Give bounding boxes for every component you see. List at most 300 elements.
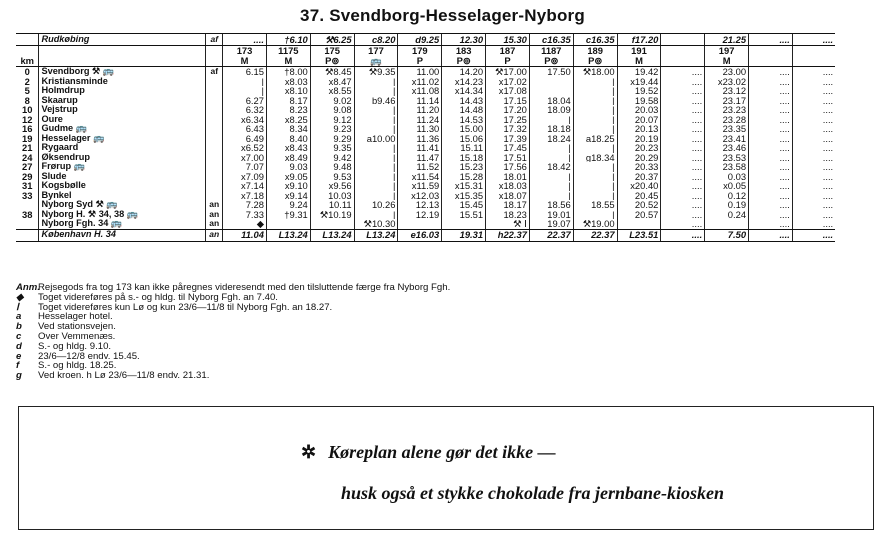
time-cell: .... bbox=[749, 162, 793, 172]
time-cell: 20.45 bbox=[617, 191, 661, 201]
time-cell: 🚌 bbox=[354, 56, 398, 67]
note-key: ◆ bbox=[16, 291, 24, 303]
time-cell: 22.37 bbox=[573, 229, 617, 241]
time-cell: 179 bbox=[398, 46, 442, 57]
km-cell: 27 bbox=[22, 162, 33, 172]
arr-dep-mark bbox=[206, 124, 223, 134]
time-cell: .... bbox=[792, 162, 835, 172]
time-cell: .... bbox=[792, 124, 835, 134]
table-row bbox=[16, 115, 878, 125]
km-cell: 5 bbox=[24, 86, 30, 96]
km-cell: 0 bbox=[24, 66, 30, 77]
time-cell: 11.52 bbox=[398, 162, 442, 172]
time-cell: 17.50 bbox=[529, 67, 573, 77]
note-item bbox=[16, 342, 876, 352]
time-cell: | bbox=[354, 115, 398, 125]
time-cell: L13.24 bbox=[266, 229, 310, 241]
time-cell: 15.45 bbox=[442, 200, 486, 210]
station-name: København H. 34 bbox=[39, 229, 206, 241]
time-cell: 9.29 bbox=[310, 134, 354, 144]
time-cell: .... bbox=[792, 67, 835, 77]
time-cell: e16.03 bbox=[398, 229, 442, 241]
arr-dep-mark bbox=[206, 86, 223, 96]
km-cell: km bbox=[16, 56, 39, 67]
time-cell: 8.34 bbox=[266, 124, 310, 134]
time-cell: 11.30 bbox=[398, 124, 442, 134]
time-cell: 20.29 bbox=[617, 153, 661, 163]
table-row bbox=[16, 181, 878, 191]
time-cell: .... bbox=[749, 153, 793, 163]
time-cell: x19.44 bbox=[617, 77, 661, 87]
station-name: Hesselager 🚌 bbox=[39, 134, 206, 144]
arr-dep-mark bbox=[206, 105, 223, 115]
time-cell: | bbox=[529, 115, 573, 125]
time-cell: P⊚ bbox=[573, 56, 617, 67]
note-text: S.- og hldg. 18.25. bbox=[38, 360, 117, 372]
time-cell: | bbox=[354, 124, 398, 134]
arr-dep-mark bbox=[206, 153, 223, 163]
time-cell: 1187 bbox=[529, 46, 573, 57]
time-cell: | bbox=[354, 77, 398, 87]
station-name: Nyborg Syd ⚒ 🚌 bbox=[39, 200, 206, 210]
note-key: e bbox=[16, 350, 22, 362]
time-cell: a18.25 bbox=[573, 134, 617, 144]
time-cell: 9.35 bbox=[310, 143, 354, 153]
time-cell: 23.17 bbox=[705, 96, 749, 106]
time-cell: x9.10 bbox=[266, 181, 310, 191]
station-name bbox=[39, 56, 206, 67]
note-text: S.- og hldg. 9.10. bbox=[38, 340, 112, 352]
time-cell: x12.03 bbox=[398, 191, 442, 201]
time-cell: x9.05 bbox=[266, 172, 310, 182]
time-cell: 9.24 bbox=[266, 200, 310, 210]
km-cell: 8 bbox=[24, 95, 30, 105]
time-cell: b9.46 bbox=[354, 96, 398, 106]
time-cell: | bbox=[354, 172, 398, 182]
time-cell: .... bbox=[661, 153, 705, 163]
station-name: Nyborg H. ⚒ 34, 38 🚌 bbox=[39, 210, 206, 220]
time-cell: .... bbox=[749, 67, 793, 77]
time-cell: .... bbox=[749, 105, 793, 115]
note-key: a bbox=[16, 311, 22, 323]
time-cell bbox=[705, 219, 749, 229]
time-cell: x6.52 bbox=[223, 143, 267, 153]
time-cell: x9.14 bbox=[266, 191, 310, 201]
time-cell: 187 bbox=[486, 46, 530, 57]
station-name: Kristiansminde bbox=[39, 77, 206, 87]
table-row bbox=[16, 77, 878, 87]
station-name: Rudkøbing bbox=[39, 34, 206, 46]
time-cell: 0.12 bbox=[705, 191, 749, 201]
time-cell: .... bbox=[792, 134, 835, 144]
time-cell: M bbox=[617, 56, 661, 67]
time-cell: 20.23 bbox=[617, 143, 661, 153]
note-key: f bbox=[16, 360, 20, 372]
time-cell: | bbox=[573, 77, 617, 87]
time-cell: .... bbox=[661, 77, 705, 87]
time-cell: 20.13 bbox=[617, 124, 661, 134]
station-name: Skaarup bbox=[39, 96, 206, 106]
note-key: d bbox=[16, 340, 22, 352]
time-cell: .... bbox=[661, 96, 705, 106]
time-cell: 11.41 bbox=[398, 143, 442, 153]
arr-dep-mark bbox=[206, 96, 223, 106]
arr-dep-mark: an bbox=[206, 210, 223, 220]
note-text: Hesselager hotel. bbox=[38, 311, 113, 323]
time-cell: | bbox=[573, 86, 617, 96]
time-cell: .... bbox=[749, 77, 793, 87]
time-cell: 23.00 bbox=[705, 67, 749, 77]
time-cell bbox=[398, 219, 442, 229]
station-name: Rygaard bbox=[39, 143, 206, 153]
time-cell: x7.18 bbox=[223, 191, 267, 201]
time-cell: 9.53 bbox=[310, 172, 354, 182]
note-text: Ved kroen. h Lø 23/6—11/8 endv. 21.31. bbox=[38, 370, 210, 382]
time-cell: 23.28 bbox=[705, 115, 749, 125]
note-text: Toget videreføres kun Lø og kun 23/6—11/8 til Nyborg Fgh. an 18.27. bbox=[38, 301, 333, 313]
station-name bbox=[39, 46, 206, 57]
time-cell: 189 bbox=[573, 46, 617, 57]
time-cell: 15.51 bbox=[442, 210, 486, 220]
time-cell: 23.46 bbox=[705, 143, 749, 153]
note-item bbox=[16, 312, 876, 322]
time-cell: 9.42 bbox=[310, 153, 354, 163]
time-cell: P⊚ bbox=[529, 56, 573, 67]
arr-dep-mark: an bbox=[206, 219, 223, 229]
time-cell: ⚒18.00 bbox=[573, 67, 617, 77]
time-cell: 18.55 bbox=[573, 200, 617, 210]
time-cell: 8.40 bbox=[266, 134, 310, 144]
time-cell: 18.17 bbox=[486, 200, 530, 210]
time-cell: | bbox=[223, 86, 267, 96]
time-cell: 23.23 bbox=[705, 105, 749, 115]
time-cell: d9.25 bbox=[398, 34, 442, 46]
time-cell: ⚒10.30 bbox=[354, 219, 398, 229]
table-row bbox=[16, 210, 878, 220]
time-cell: 6.49 bbox=[223, 134, 267, 144]
time-cell: .... bbox=[661, 200, 705, 210]
km-cell bbox=[16, 46, 39, 57]
time-cell: .... bbox=[661, 143, 705, 153]
station-name: Vejstrup bbox=[39, 105, 206, 115]
note-key: b bbox=[16, 321, 22, 333]
arr-dep-mark bbox=[206, 77, 223, 87]
km-cell: 24 bbox=[22, 152, 33, 162]
time-cell: 17.39 bbox=[486, 134, 530, 144]
time-cell: 17.56 bbox=[486, 162, 530, 172]
time-cell bbox=[749, 56, 793, 67]
time-cell: .... bbox=[661, 229, 705, 241]
arr-dep-mark: af bbox=[206, 67, 223, 77]
time-cell: †6.10 bbox=[266, 34, 310, 46]
time-cell: | bbox=[354, 105, 398, 115]
km-cell: 29 bbox=[22, 171, 33, 181]
note-item bbox=[16, 322, 876, 332]
time-cell bbox=[792, 46, 835, 57]
arr-dep-mark bbox=[206, 143, 223, 153]
arr-dep-mark bbox=[206, 181, 223, 191]
time-cell: 18.18 bbox=[529, 124, 573, 134]
time-cell: 0.19 bbox=[705, 200, 749, 210]
time-cell: 20.33 bbox=[617, 162, 661, 172]
time-cell: 17.32 bbox=[486, 124, 530, 134]
time-cell: 11.24 bbox=[398, 115, 442, 125]
time-cell: .... bbox=[792, 77, 835, 87]
note-text: Ved stationsvejen. bbox=[38, 321, 116, 333]
table-row bbox=[16, 153, 878, 163]
time-cell: x11.08 bbox=[398, 86, 442, 96]
time-cell: 15.11 bbox=[442, 143, 486, 153]
time-cell: x18.03 bbox=[486, 181, 530, 191]
time-cell: 6.43 bbox=[223, 124, 267, 134]
time-cell: .... bbox=[792, 229, 835, 241]
time-cell: .... bbox=[661, 181, 705, 191]
time-cell: x23.02 bbox=[705, 77, 749, 87]
table-row bbox=[16, 172, 878, 182]
time-cell: | bbox=[529, 153, 573, 163]
time-cell: c8.20 bbox=[354, 34, 398, 46]
time-cell: x7.09 bbox=[223, 172, 267, 182]
time-cell: 18.04 bbox=[529, 96, 573, 106]
time-cell: .... bbox=[749, 115, 793, 125]
km-cell: 31 bbox=[22, 181, 33, 191]
time-cell: .... bbox=[661, 162, 705, 172]
time-cell: x14.23 bbox=[442, 77, 486, 87]
table-row bbox=[16, 96, 878, 106]
time-cell: .... bbox=[749, 191, 793, 201]
table-row bbox=[16, 124, 878, 134]
time-cell: 173 bbox=[223, 46, 267, 57]
station-name: Øksendrup bbox=[39, 153, 206, 163]
time-cell: | bbox=[354, 210, 398, 220]
time-cell: x15.31 bbox=[442, 181, 486, 191]
time-cell: a10.00 bbox=[354, 134, 398, 144]
note-key: c bbox=[16, 330, 22, 342]
time-cell bbox=[661, 56, 705, 67]
ad-text-1: Køreplan alene gør det ikke — bbox=[328, 442, 556, 462]
time-cell: | bbox=[529, 191, 573, 201]
notes-section bbox=[16, 283, 876, 381]
time-cell: 17.15 bbox=[486, 96, 530, 106]
time-cell: ⚒10.19 bbox=[310, 210, 354, 220]
time-cell: 11.20 bbox=[398, 105, 442, 115]
station-name: Frørup 🚌 bbox=[39, 162, 206, 172]
km-cell bbox=[16, 219, 39, 229]
time-cell: 21.25 bbox=[705, 34, 749, 46]
time-cell: | bbox=[354, 153, 398, 163]
note-key: g bbox=[16, 370, 22, 382]
arr-dep-mark: an bbox=[206, 229, 223, 241]
time-cell: .... bbox=[792, 191, 835, 201]
header-train-number-row bbox=[16, 46, 878, 57]
time-cell: 20.37 bbox=[617, 172, 661, 182]
note-key: Ⅰ bbox=[16, 301, 19, 313]
header-train-type-row bbox=[16, 56, 878, 67]
time-cell: 9.02 bbox=[310, 96, 354, 106]
time-cell: | bbox=[354, 143, 398, 153]
time-cell: .... bbox=[749, 143, 793, 153]
time-cell: 0.03 bbox=[705, 172, 749, 182]
station-name: Oure bbox=[39, 115, 206, 125]
time-cell: 10.11 bbox=[310, 200, 354, 210]
time-cell: | bbox=[354, 86, 398, 96]
time-cell: .... bbox=[792, 86, 835, 96]
km-cell: 33 bbox=[22, 190, 33, 200]
time-cell: 6.32 bbox=[223, 105, 267, 115]
time-cell: .... bbox=[661, 191, 705, 201]
time-cell: 17.20 bbox=[486, 105, 530, 115]
time-cell: .... bbox=[792, 219, 835, 229]
arr-dep-mark: an bbox=[206, 200, 223, 210]
time-cell: .... bbox=[749, 181, 793, 191]
time-cell: 175 bbox=[310, 46, 354, 57]
time-cell: | bbox=[573, 181, 617, 191]
time-cell: 20.52 bbox=[617, 200, 661, 210]
time-cell: .... bbox=[749, 134, 793, 144]
time-cell: 18.56 bbox=[529, 200, 573, 210]
time-cell: P bbox=[486, 56, 530, 67]
time-cell: .... bbox=[661, 105, 705, 115]
arr-dep-mark bbox=[206, 115, 223, 125]
time-cell: .... bbox=[792, 172, 835, 182]
table-row bbox=[16, 143, 878, 153]
time-cell: .... bbox=[749, 124, 793, 134]
time-cell: 15.00 bbox=[442, 124, 486, 134]
time-cell: x14.34 bbox=[442, 86, 486, 96]
time-cell: .... bbox=[792, 34, 835, 46]
time-cell: | bbox=[573, 124, 617, 134]
time-cell: ⚒19.00 bbox=[573, 219, 617, 229]
station-name: Slude bbox=[39, 172, 206, 182]
time-cell: †8.00 bbox=[266, 67, 310, 77]
time-cell: f17.20 bbox=[617, 34, 661, 46]
time-cell: 9.48 bbox=[310, 162, 354, 172]
note-item bbox=[16, 352, 876, 362]
time-cell bbox=[442, 219, 486, 229]
time-cell: .... bbox=[223, 34, 267, 46]
time-cell: .... bbox=[792, 105, 835, 115]
time-cell: .... bbox=[792, 96, 835, 106]
time-cell bbox=[529, 77, 573, 87]
time-cell: 9.03 bbox=[266, 162, 310, 172]
time-cell: 11.14 bbox=[398, 96, 442, 106]
time-cell: g18.34 bbox=[573, 153, 617, 163]
time-cell: ⚒9.35 bbox=[354, 67, 398, 77]
time-cell: 9.12 bbox=[310, 115, 354, 125]
time-cell: 7.50 bbox=[705, 229, 749, 241]
time-cell: | bbox=[573, 172, 617, 182]
time-cell: x7.14 bbox=[223, 181, 267, 191]
time-cell bbox=[266, 219, 310, 229]
time-cell: .... bbox=[749, 96, 793, 106]
time-cell: x17.08 bbox=[486, 86, 530, 96]
timetable bbox=[16, 33, 878, 242]
header-rudkobing-row bbox=[16, 34, 878, 46]
time-cell: 14.20 bbox=[442, 67, 486, 77]
time-cell: 19.07 bbox=[529, 219, 573, 229]
time-cell: 19.01 bbox=[529, 210, 573, 220]
time-cell: ⚒8.45 bbox=[310, 67, 354, 77]
km-cell: 16 bbox=[22, 124, 33, 134]
time-cell: .... bbox=[661, 67, 705, 77]
table-row bbox=[16, 219, 878, 229]
time-cell: 10.26 bbox=[354, 200, 398, 210]
time-cell: x11.02 bbox=[398, 77, 442, 87]
time-cell: | bbox=[529, 172, 573, 182]
time-cell: 15.28 bbox=[442, 172, 486, 182]
note-item bbox=[16, 371, 876, 381]
time-cell: 10.03 bbox=[310, 191, 354, 201]
time-cell: 11.36 bbox=[398, 134, 442, 144]
km-cell: 10 bbox=[22, 105, 33, 115]
note-text: Rejsegods fra tog 173 kan ikke påregnes videresendt med den tilsluttende færge fra Nyborg Fgh. bbox=[38, 282, 451, 293]
time-cell: 23.12 bbox=[705, 86, 749, 96]
time-cell: x8.25 bbox=[266, 115, 310, 125]
time-cell: .... bbox=[661, 124, 705, 134]
time-cell: 7.07 bbox=[223, 162, 267, 172]
time-cell: P bbox=[398, 56, 442, 67]
time-cell: | bbox=[573, 162, 617, 172]
time-cell: 14.48 bbox=[442, 105, 486, 115]
time-cell: x17.02 bbox=[486, 77, 530, 87]
time-cell: 18.23 bbox=[486, 210, 530, 220]
time-cell: 18.01 bbox=[486, 172, 530, 182]
time-cell: .... bbox=[749, 86, 793, 96]
km-cell bbox=[16, 34, 39, 46]
time-cell: | bbox=[529, 143, 573, 153]
time-cell: 9.23 bbox=[310, 124, 354, 134]
star-icon: ✲ bbox=[301, 442, 317, 462]
time-cell: ⚒17.00 bbox=[486, 67, 530, 77]
time-cell: 19.58 bbox=[617, 96, 661, 106]
arr-dep-mark: af bbox=[206, 34, 223, 46]
time-cell: P⊚ bbox=[442, 56, 486, 67]
note-item bbox=[16, 332, 876, 342]
arr-dep-mark bbox=[206, 46, 223, 57]
time-cell: 18.24 bbox=[529, 134, 573, 144]
time-cell: 183 bbox=[442, 46, 486, 57]
table-row bbox=[16, 67, 878, 77]
time-cell: x8.10 bbox=[266, 86, 310, 96]
note-key: Anm. bbox=[16, 282, 40, 293]
time-cell: 6.27 bbox=[223, 96, 267, 106]
time-cell: x8.43 bbox=[266, 143, 310, 153]
time-cell: M bbox=[223, 56, 267, 67]
time-cell: .... bbox=[661, 210, 705, 220]
time-cell: 6.15 bbox=[223, 67, 267, 77]
time-cell: | bbox=[573, 143, 617, 153]
time-cell: | bbox=[573, 115, 617, 125]
time-cell: 14.53 bbox=[442, 115, 486, 125]
time-cell: | bbox=[529, 181, 573, 191]
page-title: 37. Svendborg-Hesselager-Nyborg bbox=[300, 6, 585, 25]
arr-dep-mark bbox=[206, 191, 223, 201]
time-cell: x20.40 bbox=[617, 181, 661, 191]
time-cell: 11.00 bbox=[398, 67, 442, 77]
time-cell: .... bbox=[749, 172, 793, 182]
time-cell: 191 bbox=[617, 46, 661, 57]
time-cell: x11.54 bbox=[398, 172, 442, 182]
time-cell: M bbox=[705, 56, 749, 67]
time-cell: 19.52 bbox=[617, 86, 661, 96]
time-cell: 17.45 bbox=[486, 143, 530, 153]
time-cell: | bbox=[354, 162, 398, 172]
time-cell: 177 bbox=[354, 46, 398, 57]
time-cell: .... bbox=[661, 86, 705, 96]
time-cell: .... bbox=[792, 181, 835, 191]
time-cell: | bbox=[354, 191, 398, 201]
time-cell: | bbox=[223, 77, 267, 87]
